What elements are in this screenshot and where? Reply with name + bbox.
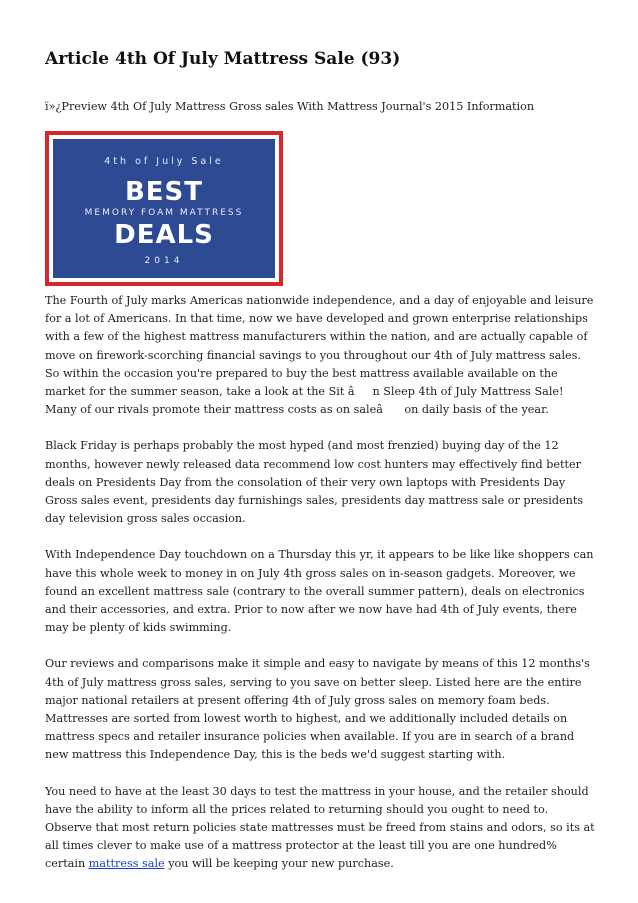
banner-deals: DEALS — [114, 220, 214, 250]
sale-banner-image — [45, 131, 283, 286]
paragraph: Our reviews and comparisons make it simple and easy to navigate by means of this 12 months's 4th of July mattress gross sales, serving to you save on better sleep. Listed here are the entire major national retailers at present offering 4th of July gross sales on memory foam beds. Mattresses are sorted from lowest worth to highest, and we additionally included details on mattress specs and retailer insurance policies when available. If you are in search of a brand new mattress this Independence Day, this is the beds we'd suggest starting with. — [45, 657, 590, 762]
banner-panel — [53, 139, 275, 278]
paragraph: With Independence Day touchdown on a Thursday this yr, it appears to be like like shoppers can have this whole week to money in on July 4th gross sales on in-season gadgets. Moreover, we found an excellent mattress sale (contrary to the overall summer pattern), deals on electronics and their accessories, and extra. Prior to now after we now have had 4th of July events, there may be plenty of kids swimming. — [45, 548, 594, 635]
paragraph-text: You need to have at the least 30 days to test the mattress in your house, and the retailer should have the ability to inform all the prices related to returning should you ought to need to. Observe that most return policies state mattresses must be freed from stains and odors, so its at all times clever to make use of a mattress protector at the least till you are one hundred% certain — [45, 784, 595, 871]
paragraph-text: you will be keeping your new purchase. — [164, 857, 394, 871]
paragraph: Black Friday is perhaps probably the most hyped (and most frenzied) buying day of the 12 months, however newly released data recommend low cost hunters may effectively find better deals on Presidents Day from the consolation of their very own laptops with Presidents Day Gross sales event, presidents day furnishings sales, presidents day mattress sale or presidents day television gross sales occasion. — [45, 439, 584, 526]
banner-best: BEST — [124, 177, 204, 207]
paragraph: The Fourth of July marks Americas nationwide independence, and a day of enjoyable and leisure for a lot of Americans. In that time, now we have developed and grown enterprise relationships with a few of the highest mattress manufacturers within the nation, and are actually capable of move on firework-scorching financial savings to you throughout our 4th of July mattress sales. So within the occasion you're prepared to buy the best mattress available available on the market for the summer season, take a look at the Sit ân Sleep 4th of July Mattress Sale! Many of our rivals promote their mattress costs as on saleâ on daily basis of the year. — [45, 294, 594, 417]
banner-top-line: 4th of July Sale — [104, 156, 224, 167]
mattress-sale-link[interactable]: mattress sale — [88, 857, 165, 871]
preview-line: ï»¿Preview 4th Of July Mattress Gross sales With Mattress Journal's 2015 Information — [45, 100, 535, 113]
banner-middle-line: MEMORY FOAM MATTRESS — [84, 208, 244, 218]
banner-year: 2014 — [144, 256, 184, 266]
page-title: Article 4th Of July Mattress Sale (93) — [45, 49, 401, 69]
paragraph-last — [45, 783, 597, 874]
article-body — [45, 292, 597, 892]
